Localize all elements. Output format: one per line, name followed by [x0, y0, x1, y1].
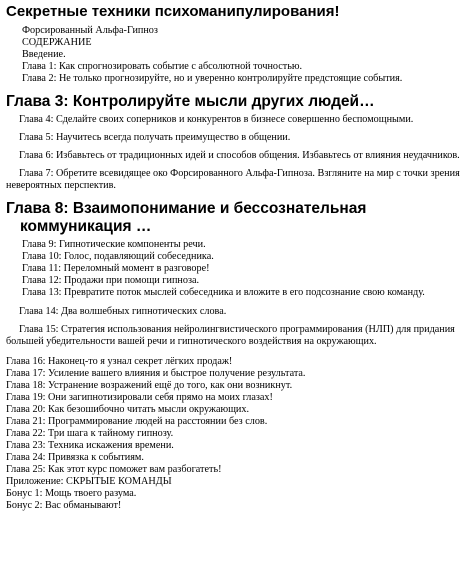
intro-block — [6, 25, 469, 85]
toc-item: Глава 24: Привязка к событиям. — [6, 452, 144, 463]
toc-item: Введение. — [22, 49, 66, 60]
toc-item: Глава 21: Программирование людей на расстоянии без слов. — [6, 416, 268, 427]
toc-paragraph: Глава 5: Научитесь всегда получать преимущество в общении. — [19, 132, 291, 143]
toc-paragraph: Глава 7: Обретите всевидящее око Форсированного Альфа-Гипноза. Взгляните на мир с точки зрения невероятных перспектив. — [6, 168, 460, 191]
chapter-3-heading: Глава 3: Контролируйте мысли других людей… — [6, 93, 375, 110]
subtitle-line: Форсированный Альфа-Гипноз — [22, 25, 158, 36]
toc-item: Глава 19: Они загипнотизировали себя прямо на моих глазах! — [6, 392, 273, 403]
bonus-item: Бонус 1: Мощь твоего разума. — [6, 488, 137, 499]
toc-item: Глава 17: Усиление вашего влияния и быстрое получение результата. — [6, 368, 306, 379]
contents-label: СОДЕРЖАНИЕ — [22, 37, 92, 48]
toc-paragraph: Глава 15: Стратегия использования нейролингвистического программирования (НЛП) для придания большей убедительности вашей речи и гипнотического воздействия на окружающих. — [6, 324, 455, 347]
toc-item: Глава 23: Техника искажения времени. — [6, 440, 174, 451]
chapter-3-block — [6, 114, 469, 192]
toc-item: Глава 25: Как этот курс поможет вам разбогатеть! — [6, 464, 222, 475]
toc-item: Глава 10: Голос, подавляющий собеседника. — [22, 251, 214, 262]
toc-item: Глава 1: Как спрогнозировать событие с абсолютной точностью. — [22, 61, 303, 72]
toc-item: Глава 18: Устранение возражений ещё до того, как они возникнут. — [6, 380, 293, 391]
toc-item: Глава 2: Не только прогнозируйте, но и уверенно контролируйте предстоящие события. — [22, 73, 403, 84]
chapter-8-heading: Глава 8: Взаимопонимание и бессознательная коммуникация … — [6, 200, 367, 235]
chapter-8-block — [6, 239, 469, 512]
toc-item: Глава 9: Гипнотические компоненты речи. — [22, 239, 206, 250]
toc-item: Глава 12: Продажи при помощи гипноза. — [22, 275, 200, 286]
toc-paragraph: Глава 14: Два волшебных гипнотических слова. — [19, 306, 227, 317]
toc-paragraph: Глава 4: Сделайте своих соперников и конкурентов в бизнесе совершенно беспомощными. — [19, 114, 414, 125]
toc-paragraph: Глава 6: Избавьтесь от традиционных идей и способов общения. Избавьтесь от влияния неудачников. — [19, 150, 460, 161]
toc-item: Глава 11: Переломный момент в разговоре! — [22, 263, 210, 274]
toc-tail-list — [6, 356, 469, 512]
toc-item: Глава 22: Три шага к тайному гипнозу. — [6, 428, 174, 439]
toc-item: Глава 13: Превратите поток мыслей собеседника и вложите в его подсознание свою команду. — [22, 287, 425, 298]
bonus-item: Бонус 2: Вас обманывают! — [6, 500, 122, 511]
document-title: Секретные техники психоманипулирования! — [6, 3, 340, 20]
appendix-item: Приложение: СКРЫТЫЕ КОМАНДЫ — [6, 476, 172, 487]
toc-item: Глава 16: Наконец-то я узнал секрет лёгких продаж! — [6, 356, 233, 367]
toc-item: Глава 20: Как безошибочно читать мысли окружающих. — [6, 404, 250, 415]
